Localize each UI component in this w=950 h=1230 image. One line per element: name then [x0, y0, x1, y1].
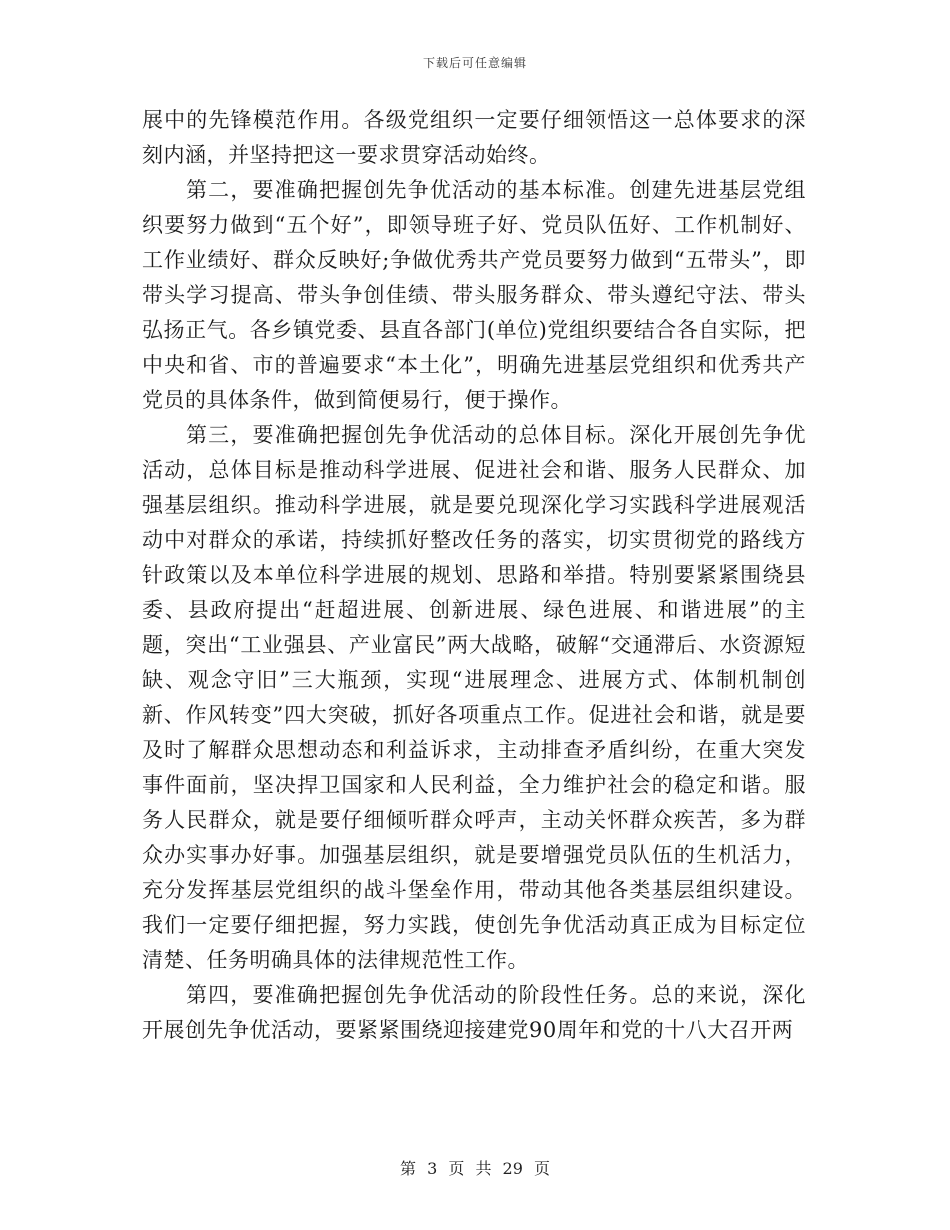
paragraph-1: 展中的先锋模范作用。各级党组织一定要仔细领悟这一总体要求的深刻内涵，并坚持把这一要求贯穿活动始终。: [142, 108, 806, 167]
page-number-footer: 第 3 页 共 29 页: [400, 1159, 550, 1178]
paragraph-4: 第四，要准确把握创先争优活动的阶段性任务。总的来说，深化开展创先争优活动，要紧紧围绕迎接建党90周年和党的十八大召开两: [142, 983, 806, 1042]
paragraph-2: 第二，要准确把握创先争优活动的基本标准。创建先进基层党组织要努力做到“五个好”，即领导班子好、党员队伍好、工作机制好、工作业绩好、群众反映好;争做优秀共产党员要努力做到“五带头”，即带头学习提高、带头争创佳绩、带头服务群众、带头遵纪守法、带头弘扬正气。各乡镇党委、县直各部门(单位)党组织要结合各自实际，把中央和省、市的普遍要求“本土化”，明确先进基层党组织和优秀共产党员的具体条件，做到简便易行，便于操作。: [142, 178, 806, 412]
page-header: 下载后可任意编辑: [422, 56, 527, 70]
paragraph-3: 第三，要准确把握创先争优活动的总体目标。深化开展创先争优活动，总体目标是推动科学进展、促进社会和谐、服务人民群众、加强基层组织。推动科学进展，就是要兑现深化学习实践科学进展观活动中对群众的承诺，持续抓好整改任务的落实，切实贯彻党的路线方针政策以及本单位科学进展的规划、思路和举措。特别要紧紧围绕县委、县政府提出“赶超进展、创新进展、绿色进展、和谐进展”的主题，突出“工业强县、产业富民”两大战略，破解“交通滞后、水资源短缺、观念守旧”三大瓶颈，实现“进展理念、进展方式、体制机制创新、作风转变”四大突破，抓好各项重点工作。促进社会和谐，就是要及时了解群众思想动态和利益诉求，主动排查矛盾纠纷，在重大突发事件面前，坚决捍卫国家和人民利益，全力维护社会的稳定和谐。服务人民群众，就是要仔细倾听群众呼声，主动关怀群众疾苦，多为群众办实事办好事。加强基层组织，就是要增强党员队伍的生机活力，充分发挥基层党组织的战斗堡垒作用，带动其他各类基层组织建设。我们一定要仔细把握，努力实践，使创先争优活动真正成为目标定位清楚、任务明确具体的法律规范性工作。: [142, 423, 806, 972]
document-body: [142, 103, 806, 1048]
